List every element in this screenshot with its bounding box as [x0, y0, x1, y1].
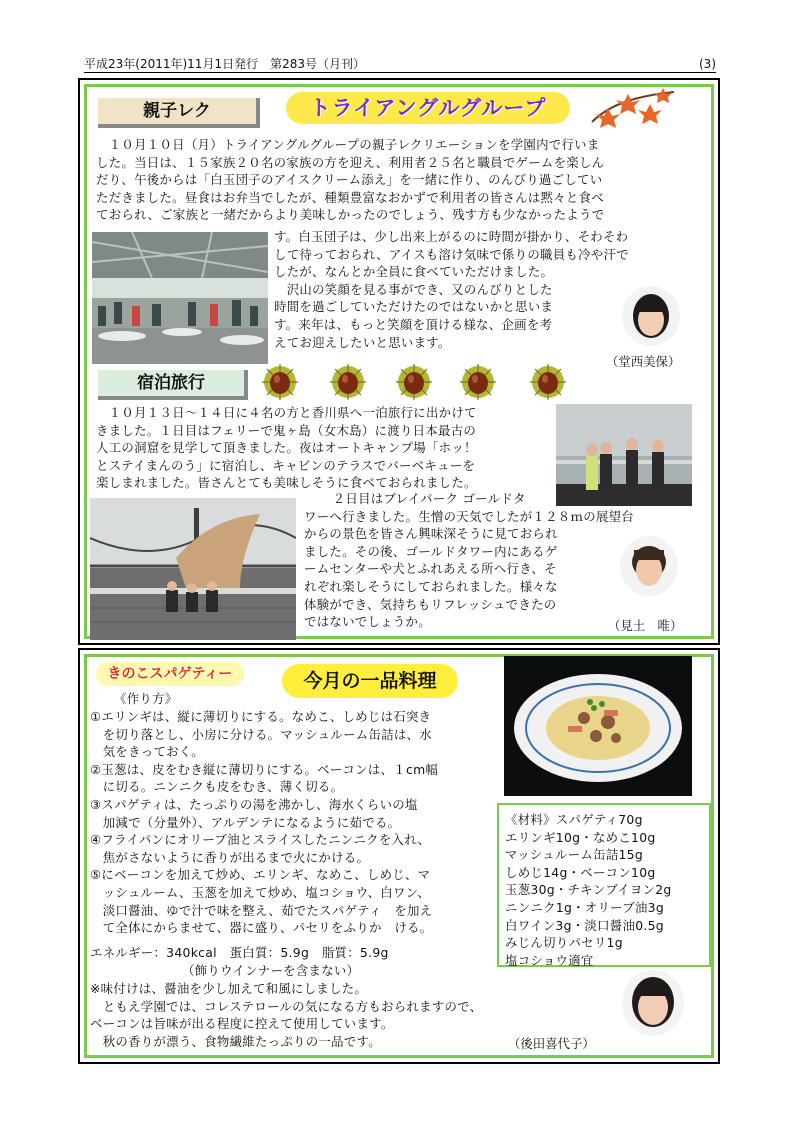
recipe-step-line: に切る。ニンニクも皮をむき、薄く切る。	[90, 779, 344, 795]
triangle-group-title: トライアングルグループ	[286, 92, 570, 124]
para1-line: １０月１０日（月）トライアングルグループの親子レクリエーションを学園内で行いま	[96, 137, 600, 152]
para3-line: きました。１日目はフェリーで鬼ヶ島（女木島）に渡り日本最古の	[96, 422, 477, 438]
ingredient-line: エリンギ10g・なめこ10g	[505, 829, 656, 845]
para4-line: からの景色を皆さん興味深そうに見ておられ	[304, 526, 558, 542]
note-line: ともえ学園では、コレステロールの気になる方もおられますので、	[90, 998, 483, 1014]
para1-line: した。当日は、１５家族２０名の家族の方を迎え、利用者２５名と職員でゲームを楽しん	[96, 154, 605, 170]
tag-mushroom-spaghetti: きのこスパゲティー	[96, 662, 244, 686]
signature-ushiroda: （後田喜代子）	[508, 1036, 595, 1051]
ingredient-line: 《材料》スパゲティ70g	[505, 812, 643, 827]
author-photo-dounishi	[622, 286, 680, 346]
photo-spaghetti	[504, 656, 692, 796]
signature-dounishi: （堂西美保）	[606, 354, 681, 369]
recipe-step-line: 加減で（分量外）、アルデンテになるように茹でる。	[90, 814, 401, 830]
para4-line: ームセンターや犬とふれあえる所へ行き、そ	[304, 561, 557, 577]
para2-line: したが、なんとか全員に食べていただけました。	[274, 264, 554, 280]
para4-line: れぞれ楽しそうにしておられました。様々な	[304, 578, 558, 594]
note-line: ベーコンは旨味が出る程度に控えて使用しています。	[90, 1016, 394, 1032]
method-heading: 《作り方》	[114, 691, 178, 706]
author-photo-ushiroda	[622, 970, 684, 1036]
para3-line: 人工の洞窟を見学して頂きました。夜はオートキャンプ場「ホッ！	[96, 440, 477, 456]
para3-line: 楽しまれました。皆さんとても美味しそうに食べておられました。	[96, 475, 477, 491]
ingredients-box	[497, 803, 711, 967]
para2-line: す。来年は、もっと笑顔を頂ける様な、企画を考	[274, 316, 553, 332]
para3-line: とステイまんのう」に宿泊し、キャビンのテラスでバーベキューを	[96, 457, 476, 473]
dish-of-month-title: 今月の一品料理	[282, 664, 458, 698]
para4-line: ２日目はブレイパーク ゴールドタ	[320, 491, 526, 506]
photo-bridge-monument	[90, 498, 296, 640]
recipe-step-line: ②玉葱は、皮をむき縦に薄切りにする。ベーコンは、１cm幅	[90, 761, 439, 777]
para2-line: 沢山の笑顔を見る事ができ、又のんびりとした	[274, 281, 553, 297]
note-line: 秋の香りが漂う、食物繊維たっぷりの一品です。	[90, 1033, 381, 1049]
recipe-step-line: て全体にからませて、器に盛り、パセリをふりか ける。	[90, 920, 433, 936]
recipe-step-line: ④フライパンにオリーブ油とスライスしたニンニクを入れ、	[90, 832, 431, 848]
recipe-step-line: ①エリンギは、縦に薄切りにする。なめこ、しめじは石突き	[90, 709, 432, 724]
nutrition-facts: エネルギー：340kcal 蛋白質：5.9g 脂質：5.9g	[90, 945, 389, 960]
tag-oyako-rec: 親子レク	[98, 98, 260, 128]
ingredient-line: ニンニク1g・オリーブ油3g	[505, 899, 664, 915]
para4-line: ました。その後、ゴールドタワー内にあるゲ	[304, 543, 558, 559]
recipe-step-line: 淡口醤油、ゆで汁で味を整え、茹でたスパゲティ を加え	[90, 902, 433, 918]
para4-line: 体験ができ、気持ちもリフレッシュできたの	[304, 596, 557, 612]
para1-line: だり、午後からは「白玉団子のアイスクリーム添え」を一緒に作り、のんびり過ごしてい	[96, 172, 603, 188]
para3-line: １０月１３日～１４日に４名の方と香川県へ一泊旅行に出かけて	[96, 405, 477, 420]
note-line: ※味付けは、醤油を少し加えて和風にしました。	[90, 981, 368, 996]
ingredient-line: 白ワイン3g・淡口醤油0.5g	[505, 917, 664, 933]
chestnut-icon	[262, 364, 580, 400]
recipe-step-line: ③スパゲティは、たっぷりの湯を沸かし、海水くらいの塩	[90, 796, 418, 812]
page-number: (3)	[699, 57, 716, 71]
para2-line: 時間を過ごしていただけたのではないかと思いま	[274, 299, 554, 315]
para1-line: ただきました。昼食はお弁当でしたが、種類豊富なおかずで利用者の皆さんは黙々と食べ	[96, 189, 604, 205]
nutrition-note: （飾りウインナーを含まない）	[182, 962, 360, 978]
recipe-step-line: ⑤にベーコンを加えて炒め、エリンギ、なめこ、しめじ、マ	[90, 867, 431, 883]
ingredient-line: しめじ14g・ベーコン10g	[505, 864, 656, 880]
para2-line: えてお迎えしたいと思います。	[274, 334, 451, 350]
recipe-step-line: 気をきっておく。	[90, 744, 204, 760]
recipe-step-line: 焦がさないように香りが出るまで火にかける。	[90, 849, 370, 865]
issue-header	[84, 56, 716, 73]
ingredient-line: 玉葱30g・チキンブイヨン2g	[505, 882, 672, 898]
para4-line: ではないでしょうか。	[304, 614, 431, 630]
para1-line: ておられ、ご家族と一緒だからより美味しかったのでしょう、残す方も少なかったようで	[96, 207, 605, 223]
para2-line: す。白玉団子は、少し出来上がるのに時間が掛かり、そわそわ	[274, 229, 629, 244]
ingredient-line: 塩コショウ適宜	[505, 952, 594, 968]
ingredient-line: マッシュルーム缶詰15g	[505, 847, 644, 863]
signature-mitsuchi: （見土 唯）	[608, 618, 683, 633]
photo-lunch-hall	[92, 232, 268, 364]
tag-overnight-trip: 宿泊旅行	[98, 370, 248, 400]
ingredient-line: みじん切りパセリ1g	[505, 935, 623, 951]
recipe-step-line: を切り落とし、小房に分ける。マッシュルーム缶詰は、水	[90, 726, 432, 742]
para4-line: ワーへ行きました。生憎の天気でしたが１２８ｍの展望台	[304, 508, 634, 524]
para2-line: して待っておられ、アイスも溶け気味で係りの職員も冷や汗で	[274, 246, 629, 262]
maple-leaves-icon	[590, 86, 676, 132]
recipe-step-line: ッシュルーム、玉葱を加えて炒め、塩コショウ、白ワン、	[90, 884, 431, 900]
issue-info: 平成23年(2011年)11月1日発行 第283号（月刊）	[84, 57, 365, 71]
author-photo-mitsuchi	[620, 536, 678, 596]
